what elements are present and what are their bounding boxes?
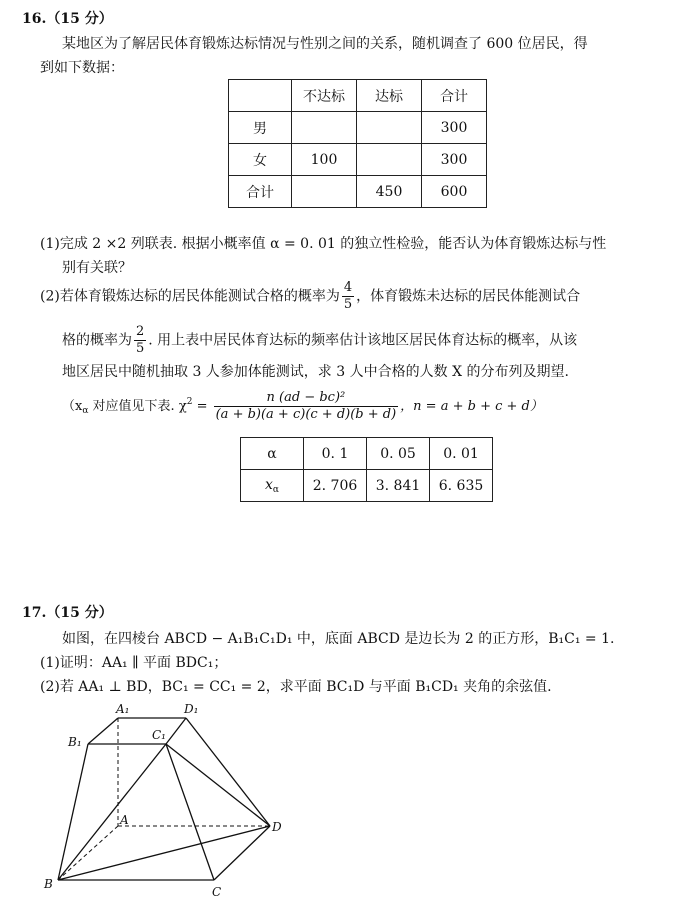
q16-part2-post: ，体育锻炼未达标的居民体能测试合: [356, 288, 581, 305]
q16-part1-line2: 别有关联？: [62, 260, 132, 276]
q17-intro: 如图，在四棱台 ABCD − A₁B₁C₁D₁ 中，底面 ABCD 是边长为 2 的正方形，B₁C₁ = 1.: [62, 631, 615, 647]
critical-value-cell: 6. 635: [430, 470, 493, 502]
formula-numerator: n (ad − bc)²: [214, 390, 399, 407]
table-cell: 合计: [229, 176, 292, 208]
edge-b1a1: [88, 718, 118, 744]
formula-mid: 对应值见下表. χ: [88, 399, 187, 414]
alpha-cell: 0. 05: [367, 438, 430, 470]
label-b: B: [44, 877, 53, 891]
edge-b1b: [58, 744, 88, 880]
label-c1: C₁: [152, 728, 166, 742]
alpha-cell: 0. 1: [304, 438, 367, 470]
q16-part1-line1: (1)完成 2 ×2 列联表. 根据小概率值 α = 0. 01 的独立性检验，能否认为体育锻炼达标与性: [40, 236, 607, 252]
q16-part2-line2-pre: 格的概率为: [62, 332, 132, 349]
critical-value-cell: 2. 706: [304, 470, 367, 502]
label-d1: D₁: [184, 702, 199, 716]
critical-value-cell: 3. 841: [367, 470, 430, 502]
table-cell: 女: [229, 144, 292, 176]
formula-denominator: (a + b)(a + c)(c + d)(b + d): [215, 407, 397, 422]
table-header-cell: 不达标: [292, 80, 357, 112]
table-header-cell: 合计: [422, 80, 487, 112]
label-d: D: [272, 820, 282, 834]
edge-d1d: [186, 718, 270, 826]
frac-den: 5: [343, 297, 353, 312]
q16-intro-line1: 某地区为了解居民体育锻炼达标情况与性别之间的关系，随机调查了 600 位居民，得: [62, 36, 588, 52]
formula-sup: 2: [186, 397, 193, 407]
alpha-cell: α: [241, 438, 304, 470]
x-alpha-sub: α: [272, 484, 279, 495]
x-alpha-label: x: [265, 476, 273, 493]
table-cell: 300: [422, 144, 487, 176]
frac-den: 5: [136, 341, 145, 356]
formula-pre-sub: α: [82, 406, 89, 416]
q16-header: 16.（15 分）: [22, 11, 113, 27]
formula-post: ，n = a + b + c + d）: [400, 399, 543, 414]
q16-part2-line2-post: . 用上表中居民体育达标的频率估计该地区居民体育达标的概率，从该: [148, 332, 578, 349]
edge-c1c: [166, 744, 214, 880]
table-header-cell: 达标: [357, 80, 422, 112]
q16-part2-pre: (2)若体育锻炼达标的居民体能测试合格的概率为: [40, 288, 340, 305]
frac-num: 4: [343, 280, 353, 295]
alpha-cell: 0. 01: [430, 438, 493, 470]
segment-c1d: [166, 744, 270, 826]
label-b1: B₁: [68, 735, 82, 749]
q17-part1: (1)证明：AA₁ ∥ 平面 BDC₁；: [40, 655, 228, 671]
table-cell: 男: [229, 112, 292, 144]
q16-part2-line3: 地区居民中随机抽取 3 人参加体能测试，求 3 人中合格的人数 X 的分布列及期望.: [62, 364, 569, 380]
table-cell: 600: [422, 176, 487, 208]
segment-bd: [58, 826, 270, 880]
table-cell: 300: [422, 112, 487, 144]
label-c: C: [212, 885, 222, 899]
frac-num: 2: [136, 324, 145, 339]
formula-eq: =: [192, 399, 212, 414]
q17-part2: (2)若 AA₁ ⊥ BD，BC₁ = CC₁ = 2，求平面 BC₁D 与平面 B₁CD₁ 夹角的余弦值.: [40, 679, 552, 695]
q16-intro-line2: 到如下数据：: [40, 60, 124, 76]
table-cell: 450: [357, 176, 422, 208]
label-a: A: [120, 813, 129, 827]
label-a1: A₁: [116, 702, 130, 716]
table-cell: 100: [292, 144, 357, 176]
q17-header: 17.（15 分）: [22, 605, 113, 621]
edge-cd: [214, 826, 270, 880]
formula-pre: （x: [62, 399, 83, 414]
segment-bc1: [58, 744, 166, 880]
edge-d1c1: [166, 718, 186, 744]
